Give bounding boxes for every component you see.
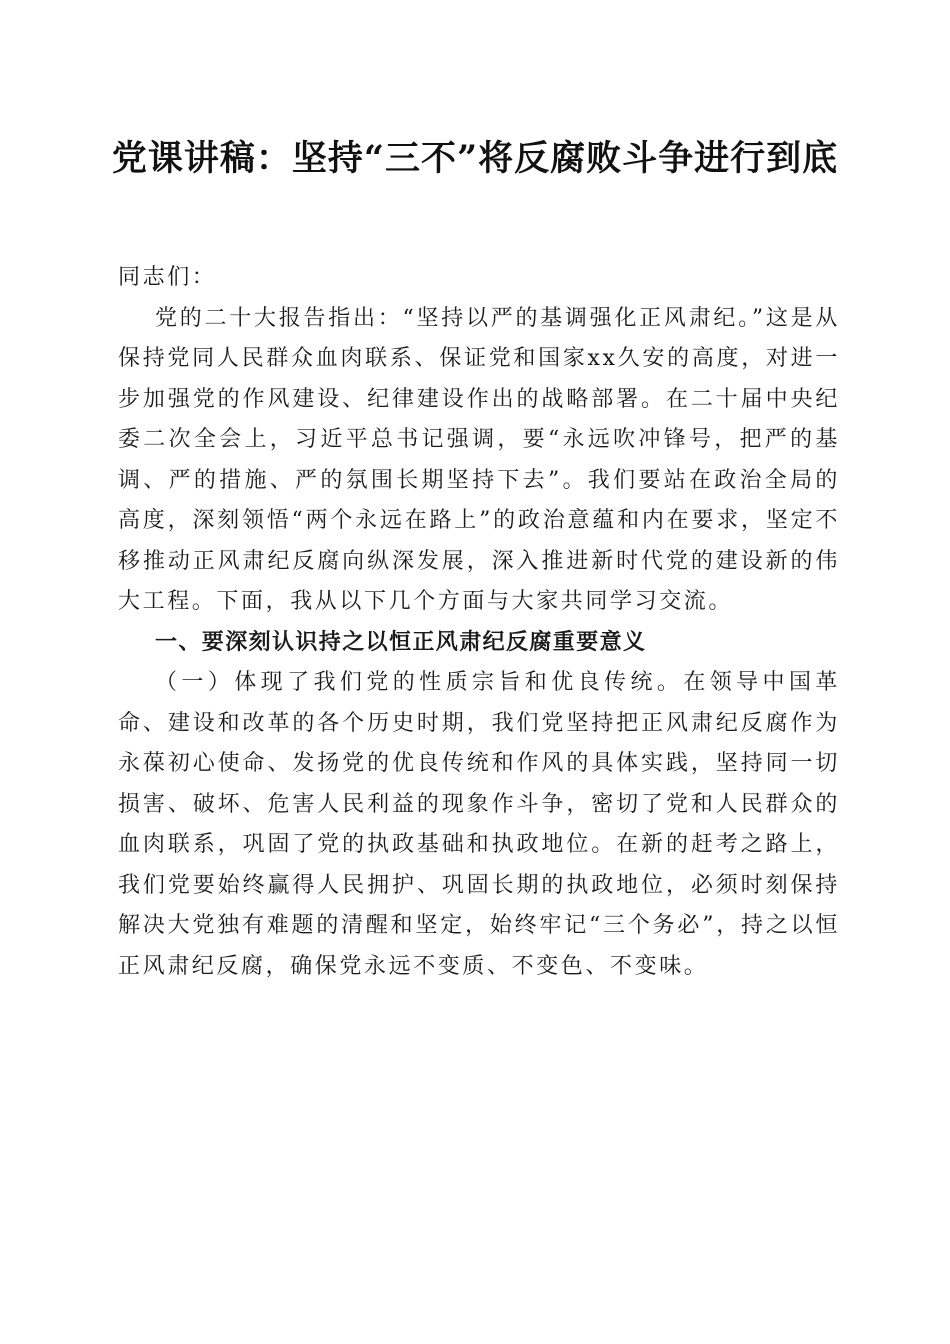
subsection-text: 在领导中国革命、建设和改革的各个历史时期，我们党坚持把正风肃纪反腐作为永葆初心使命、发扬党的优良传统和作风的具体实践，坚持同一切损害、破坏、危害人民利益的现象作斗争，密切了党和人民群众的血肉联系，巩固了党的执政基础和执政地位。在新的赶考之路上，我们党要始终赢得人民拥护、巩固长期的执政地位，必须时刻保持解决大党独有难题的清醒和坚定，始终牢记“三个务必”，持之以恒正风肃纪反腐，确保党永远不变质、不变色、不变味。 [118,670,840,979]
greeting: 同志们： [118,265,217,290]
subsection-paragraph-1 [118,663,840,987]
document-body [118,258,840,987]
document-title: 党课讲稿：坚持“三不”将反腐败斗争进行到底 [111,138,839,179]
subsection-label: （一）体现了我们党的性质宗旨和优良传统。 [155,670,684,695]
intro-paragraph: 党的二十大报告指出：“坚持以严的基调强化正风肃纪。”这是从保持党同人民群众血肉联系、保证党和国家xx久安的高度，对进一步加强党的作风建设、纪律建设作出的战略部署。在二十届中央纪委二次全会上，习近平总书记强调，要“永远吹冲锋号，把严的基调、严的措施、严的氛围长期坚持下去”。我们要站在政治全局的高度，深刻领悟“两个永远在路上”的政治意蕴和内在要求，坚定不移推动正风肃纪反腐向纵深发展，深入推进新时代党的建设新的伟大工程。下面，我从以下几个方面与大家共同学习交流。 [118,305,840,614]
section-heading-1: 一、要深刻认识持之以恒正风肃纪反腐重要意义 [155,629,647,655]
